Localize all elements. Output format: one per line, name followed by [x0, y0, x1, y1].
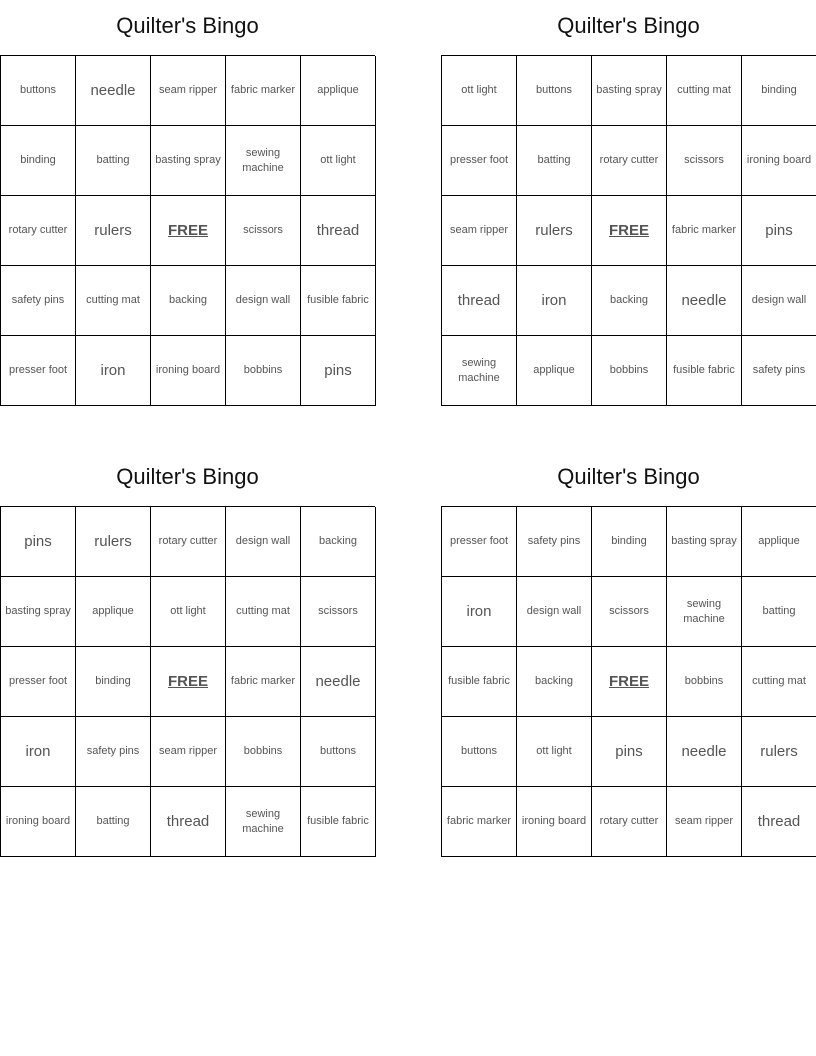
bingo-cell: backing	[301, 507, 376, 577]
bingo-cell: fabric marker	[442, 787, 517, 857]
bingo-cell: presser foot	[1, 647, 76, 717]
bingo-cell: applique	[517, 336, 592, 406]
bingo-cell: rulers	[517, 196, 592, 266]
bingo-cell: buttons	[1, 56, 76, 126]
bingo-cell: backing	[592, 266, 667, 336]
bingo-cell: design wall	[517, 577, 592, 647]
bingo-cell: fabric marker	[667, 196, 742, 266]
bingo-card-3	[0, 451, 375, 857]
bingo-cell: fusible fabric	[301, 266, 376, 336]
bingo-cell: rotary cutter	[1, 196, 76, 266]
bingo-cell: design wall	[226, 266, 301, 336]
bingo-cell: seam ripper	[151, 717, 226, 787]
bingo-cell: binding	[742, 56, 816, 126]
card-title: Quilter's Bingo	[557, 13, 700, 38]
bingo-cell: batting	[742, 577, 816, 647]
bingo-cell: ott light	[442, 56, 517, 126]
bingo-cell: basting spray	[592, 56, 667, 126]
bingo-cell: fusible fabric	[667, 336, 742, 406]
bingo-cell: batting	[76, 787, 151, 857]
bingo-cell: batting	[76, 126, 151, 196]
bingo-cell: presser foot	[442, 126, 517, 196]
bingo-cell: needle	[76, 56, 151, 126]
bingo-cell: scissors	[226, 196, 301, 266]
bingo-cell: pins	[742, 196, 816, 266]
bingo-grid	[441, 55, 816, 406]
bingo-cell: cutting mat	[667, 56, 742, 126]
bingo-cell: fusible fabric	[301, 787, 376, 857]
bingo-cell: backing	[517, 647, 592, 717]
bingo-cell: safety pins	[742, 336, 816, 406]
bingo-cell: ironing board	[1, 787, 76, 857]
bingo-cell: buttons	[442, 717, 517, 787]
bingo-cell: applique	[76, 577, 151, 647]
bingo-cell: safety pins	[517, 507, 592, 577]
bingo-cell: sewing machine	[442, 336, 517, 406]
bingo-cell: buttons	[301, 717, 376, 787]
bingo-cell: binding	[592, 507, 667, 577]
bingo-cell: needle	[301, 647, 376, 717]
bingo-cell: basting spray	[1, 577, 76, 647]
bingo-cell: rotary cutter	[592, 126, 667, 196]
card-title: Quilter's Bingo	[116, 464, 259, 489]
bingo-cell: thread	[301, 196, 376, 266]
bingo-cell: presser foot	[442, 507, 517, 577]
bingo-cell: design wall	[226, 507, 301, 577]
bingo-cell: ott light	[301, 126, 376, 196]
bingo-cell: ott light	[151, 577, 226, 647]
bingo-cell: batting	[517, 126, 592, 196]
bingo-cell: thread	[442, 266, 517, 336]
bingo-cell: cutting mat	[226, 577, 301, 647]
bingo-cell: applique	[742, 507, 816, 577]
bingo-cell: fabric marker	[226, 56, 301, 126]
bingo-cell: rulers	[76, 196, 151, 266]
bingo-cell: ironing board	[517, 787, 592, 857]
free-space: FREE	[151, 196, 226, 266]
bingo-cell: backing	[151, 266, 226, 336]
bingo-card-2	[441, 0, 816, 406]
bingo-card-4	[441, 451, 816, 857]
bingo-cell: scissors	[667, 126, 742, 196]
bingo-cell: basting spray	[151, 126, 226, 196]
bingo-cell: ott light	[517, 717, 592, 787]
bingo-cell: needle	[667, 266, 742, 336]
bingo-cell: sewing machine	[226, 787, 301, 857]
bingo-cell: ironing board	[151, 336, 226, 406]
bingo-cell: bobbins	[226, 336, 301, 406]
bingo-cell: bobbins	[226, 717, 301, 787]
bingo-cell: rulers	[742, 717, 816, 787]
bingo-cell: rotary cutter	[592, 787, 667, 857]
bingo-grid	[441, 506, 816, 857]
bingo-card-1	[0, 0, 375, 406]
bingo-cell: iron	[1, 717, 76, 787]
bingo-cell: basting spray	[667, 507, 742, 577]
bingo-cell: scissors	[592, 577, 667, 647]
bingo-cell: binding	[76, 647, 151, 717]
bingo-cell: iron	[442, 577, 517, 647]
card-title: Quilter's Bingo	[557, 464, 700, 489]
bingo-cell: binding	[1, 126, 76, 196]
bingo-grid	[0, 506, 375, 857]
bingo-cell: rulers	[76, 507, 151, 577]
free-space: FREE	[151, 647, 226, 717]
bingo-cell: presser foot	[1, 336, 76, 406]
bingo-cell: applique	[301, 56, 376, 126]
card-title: Quilter's Bingo	[116, 13, 259, 38]
bingo-cell: bobbins	[592, 336, 667, 406]
bingo-cell: seam ripper	[667, 787, 742, 857]
bingo-cell: design wall	[742, 266, 816, 336]
bingo-cell: pins	[592, 717, 667, 787]
bingo-cell: fabric marker	[226, 647, 301, 717]
bingo-cell: buttons	[517, 56, 592, 126]
bingo-cell: iron	[517, 266, 592, 336]
bingo-cell: pins	[1, 507, 76, 577]
bingo-cell: cutting mat	[742, 647, 816, 717]
bingo-cell: scissors	[301, 577, 376, 647]
bingo-cell: safety pins	[1, 266, 76, 336]
bingo-cell: fusible fabric	[442, 647, 517, 717]
bingo-cell: iron	[76, 336, 151, 406]
bingo-cell: pins	[301, 336, 376, 406]
bingo-grid	[0, 55, 375, 406]
bingo-cell: thread	[742, 787, 816, 857]
bingo-cell: ironing board	[742, 126, 816, 196]
bingo-cell: cutting mat	[76, 266, 151, 336]
free-space: FREE	[592, 196, 667, 266]
bingo-cell: seam ripper	[151, 56, 226, 126]
bingo-cell: safety pins	[76, 717, 151, 787]
bingo-cell: rotary cutter	[151, 507, 226, 577]
free-space: FREE	[592, 647, 667, 717]
bingo-cell: thread	[151, 787, 226, 857]
bingo-cell: sewing machine	[667, 577, 742, 647]
bingo-cell: sewing machine	[226, 126, 301, 196]
bingo-cell: seam ripper	[442, 196, 517, 266]
bingo-cell: needle	[667, 717, 742, 787]
bingo-cell: bobbins	[667, 647, 742, 717]
